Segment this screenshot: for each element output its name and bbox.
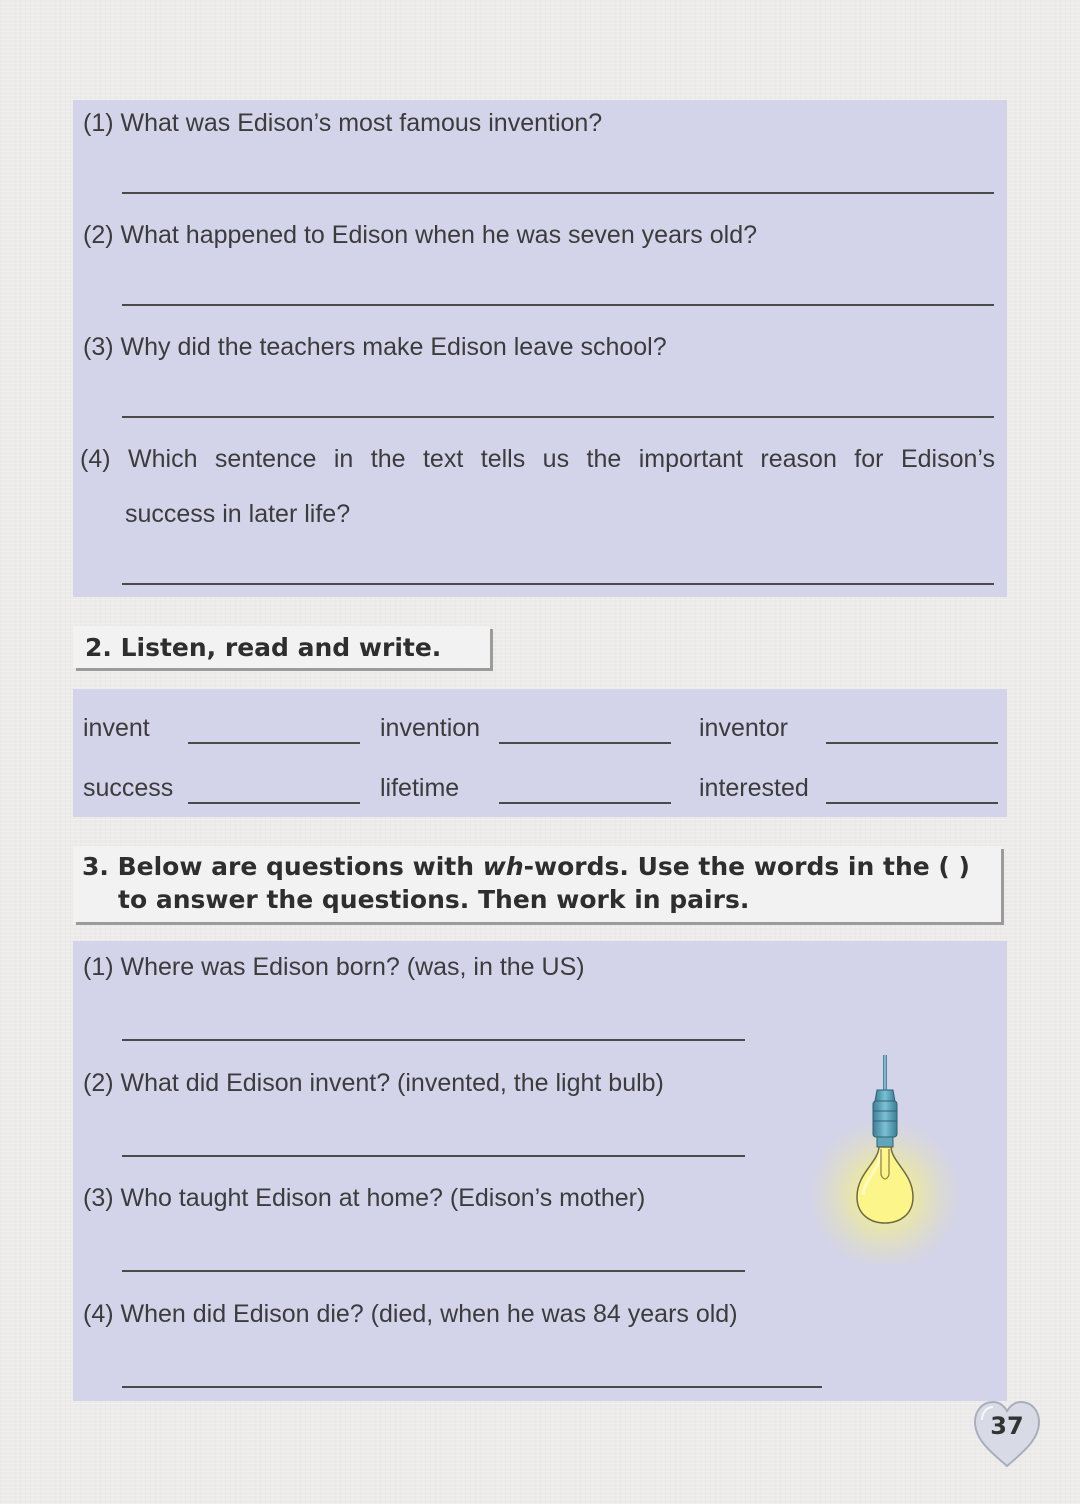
section2-panel — [73, 689, 1007, 817]
light-bulb-illustration — [795, 1045, 985, 1265]
word-line-lifetime[interactable] — [499, 802, 671, 804]
section3-heading-line2: to answer the questions. Then work in pairs. — [118, 885, 750, 914]
word-line-invention[interactable] — [499, 742, 671, 744]
word-inventor: inventor — [699, 714, 788, 742]
answer-line-1-1[interactable] — [122, 192, 994, 194]
section3-heading-wh: wh — [482, 852, 524, 881]
question-1-4-continued: success in later life? — [125, 500, 351, 528]
answer-line-1-4[interactable] — [122, 583, 994, 585]
section3-heading-line1 — [82, 852, 970, 881]
section3-heading — [73, 846, 1001, 922]
question-1-1: (1) What was Edison’s most famous invention? — [83, 109, 603, 137]
word-line-success[interactable] — [188, 802, 360, 804]
word-lifetime: lifetime — [380, 774, 460, 802]
answer-line-3-1[interactable] — [122, 1039, 745, 1041]
answer-line-3-3[interactable] — [122, 1270, 745, 1272]
answer-line-3-2[interactable] — [122, 1155, 745, 1157]
page-number: 37 — [990, 1412, 1024, 1440]
section3-heading-suffix: -words. Use the words in the ( ) — [523, 852, 970, 881]
section2-heading — [73, 626, 490, 668]
question-3-1: (1) Where was Edison born? (was, in the US) — [83, 953, 585, 981]
question-3-4: (4) When did Edison die? (died, when he was 84 years old) — [83, 1300, 738, 1328]
word-interested: interested — [699, 774, 809, 802]
answer-line-3-4[interactable] — [122, 1386, 822, 1388]
word-success: success — [83, 774, 174, 802]
word-invention: invention — [380, 714, 481, 742]
answer-line-1-2[interactable] — [122, 304, 994, 306]
word-invent: invent — [83, 714, 150, 742]
section3-heading-prefix: 3. Below are questions with — [82, 852, 483, 881]
word-line-inventor[interactable] — [826, 742, 998, 744]
question-1-3: (3) Why did the teachers make Edison leave school? — [83, 333, 667, 361]
answer-line-1-3[interactable] — [122, 416, 994, 418]
heart-page-badge — [972, 1398, 1042, 1470]
question-3-3: (3) Who taught Edison at home? (Edison’s mother) — [83, 1184, 646, 1212]
question-3-2: (2) What did Edison invent? (invented, the light bulb) — [83, 1069, 664, 1097]
question-1-4: (4) Which sentence in the text tells us the important reason for Edison’s — [80, 445, 995, 473]
word-line-interested[interactable] — [826, 802, 998, 804]
word-line-invent[interactable] — [188, 742, 360, 744]
section2-heading-text: 2. Listen, read and write. — [85, 633, 442, 662]
question-1-2: (2) What happened to Edison when he was seven years old? — [83, 221, 758, 249]
